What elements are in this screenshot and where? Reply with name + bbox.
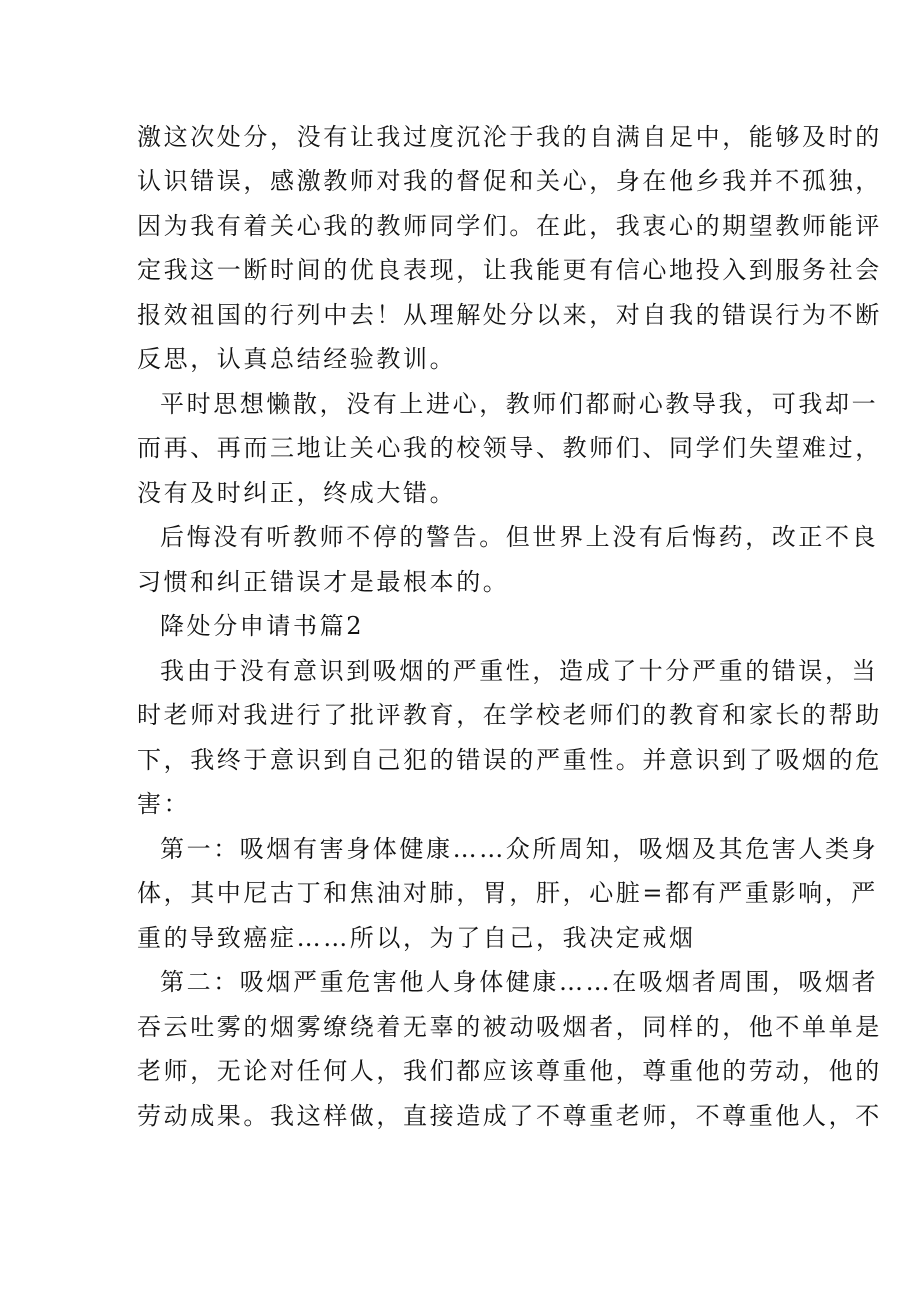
- text-line: 因为我有着关心我的教师同学们。在此，我衷心的期望教师能评: [137, 212, 882, 240]
- text-line: 报效祖国的行列中去！从理解处分以来，对自我的错误行为不断: [137, 301, 882, 329]
- text-line: 体，其中尼古丁和焦油对肺，胃，肝，心脏=都有严重影响，严: [137, 879, 878, 907]
- paragraph-start-line: 第二：吸烟严重危害他人身体健康……在吸烟者周围，吸烟者: [160, 968, 879, 996]
- text-line: 害：: [137, 790, 191, 818]
- text-line: 认识错误，感激教师对我的督促和关心，身在他乡我并不孤独，: [137, 167, 882, 195]
- text-line: 吞云吐雾的烟雾缭绕着无辜的被动吸烟者，同样的，他不单单是: [137, 1013, 882, 1041]
- paragraph-start-line: 平时思想懒散，没有上进心，教师们都耐心教导我，可我却一: [160, 390, 879, 418]
- text-line: 定我这一断时间的优良表现，让我能更有信心地投入到服务社会: [137, 256, 882, 284]
- text-line: 老师，无论对任何人，我们都应该尊重他，尊重他的劳动，他的: [137, 1057, 882, 1085]
- text-line: 重的导致癌症……所以，为了自己，我决定戒烟: [137, 924, 696, 952]
- paragraph-start-line: 我由于没有意识到吸烟的严重性，造成了十分严重的错误，当: [160, 657, 879, 685]
- section-heading: 降处分申请书篇2: [160, 612, 365, 640]
- text-line: 下，我终于意识到自己犯的错误的严重性。并意识到了吸烟的危: [137, 746, 882, 774]
- text-line: 时老师对我进行了批评教育，在学校老师们的教育和家长的帮助: [137, 701, 882, 729]
- text-line: 劳动成果。我这样做，直接造成了不尊重老师，不尊重他人，不: [137, 1102, 882, 1130]
- paragraph-start-line: 后悔没有听教师不停的警告。但世界上没有后悔药，改正不良: [160, 523, 879, 551]
- text-line: 激这次处分，没有让我过度沉沦于我的自满自足中，能够及时的: [137, 123, 882, 151]
- paragraph-start-line: 第一：吸烟有害身体健康……众所周知，吸烟及其危害人类身: [160, 835, 879, 863]
- text-line: 反思，认真总结经验教训。: [137, 345, 457, 373]
- text-line: 习惯和纠正错误才是最根本的。: [137, 568, 510, 596]
- text-line: 而再、再而三地让关心我的校领导、教师们、同学们失望难过，: [137, 434, 882, 462]
- text-line: 没有及时纠正，终成大错。: [137, 479, 457, 507]
